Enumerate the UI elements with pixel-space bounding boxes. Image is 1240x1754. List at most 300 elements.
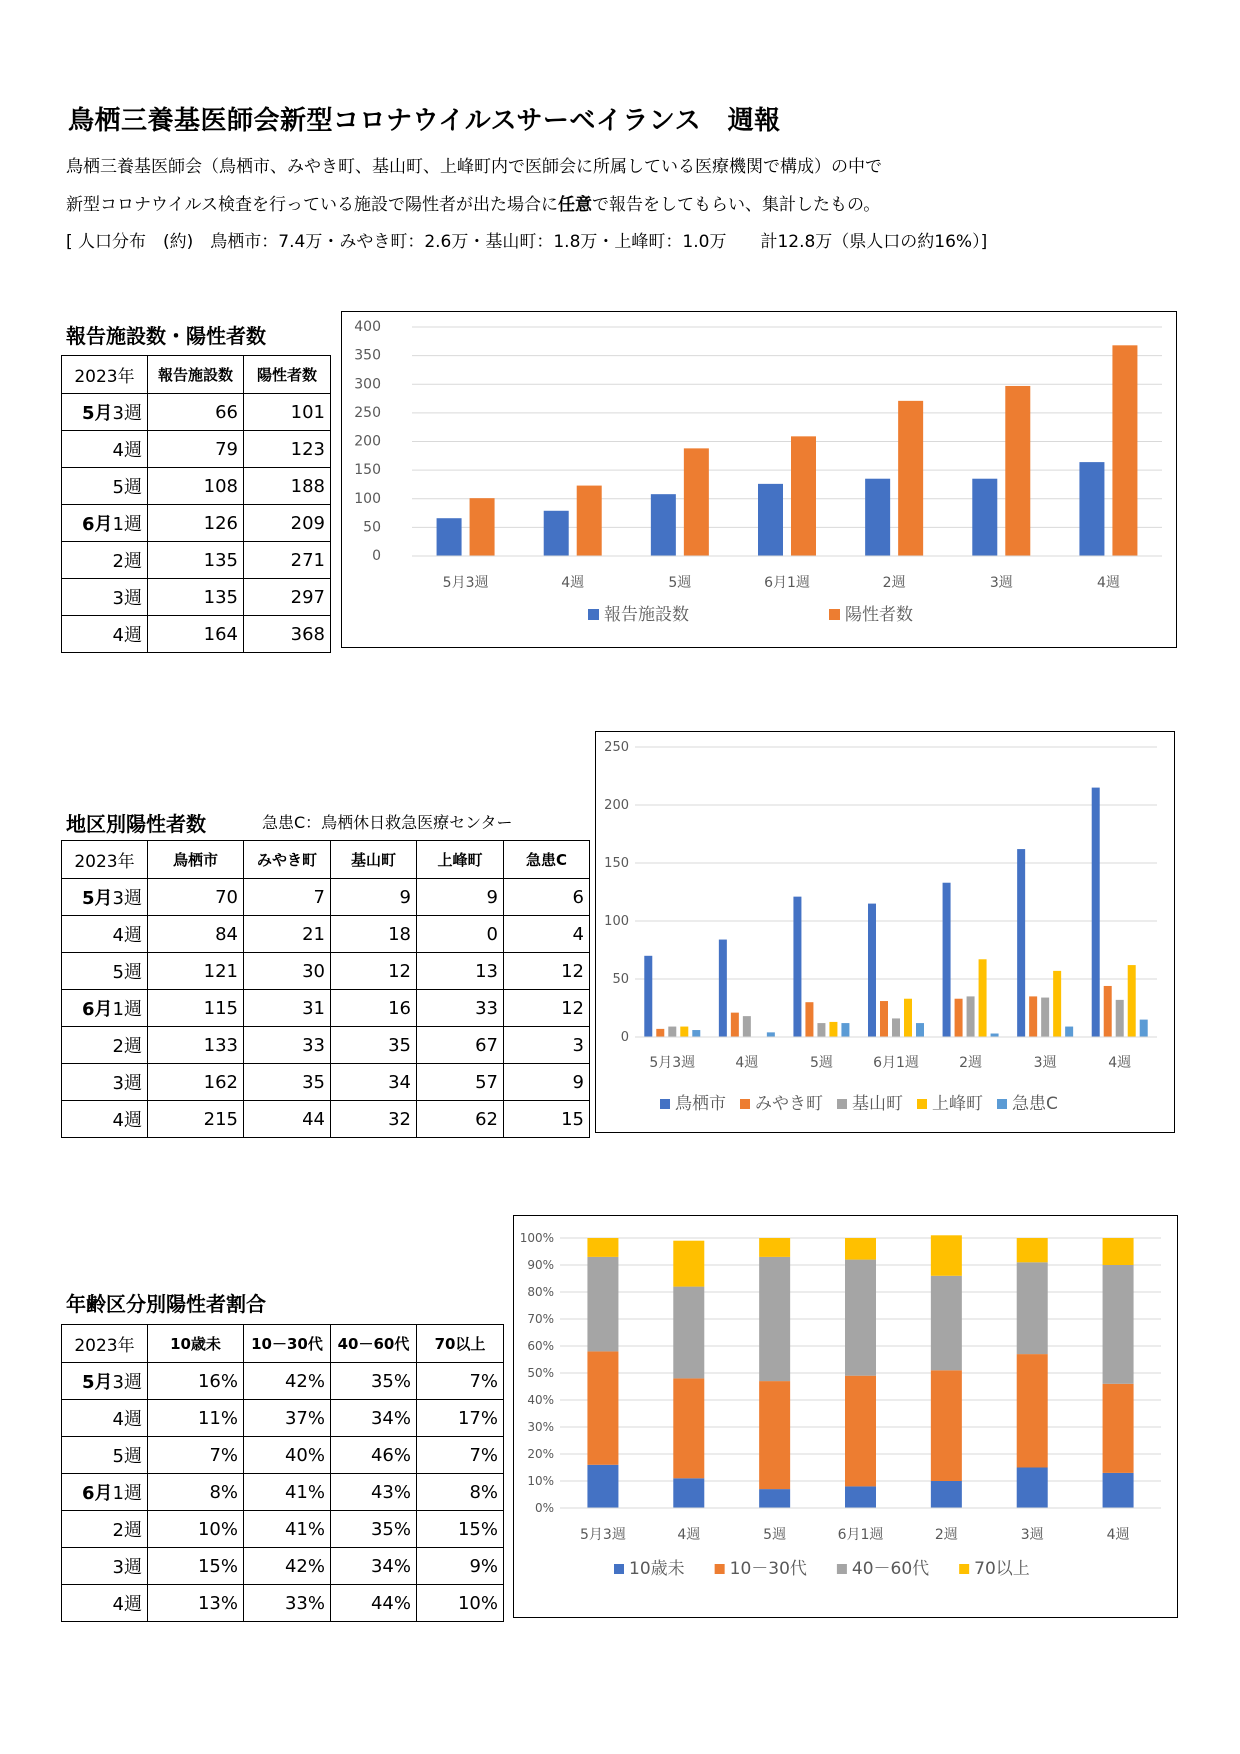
bar	[1017, 849, 1025, 1037]
bar	[719, 940, 727, 1037]
intro-line-1: 鳥栖三養基医師会（鳥栖市、みやき町、基山町、上峰町内で医師会に所属している医療機関で構成）の中で	[66, 157, 882, 177]
value-cell: 7	[244, 879, 331, 916]
bar	[1065, 1027, 1073, 1037]
district-chart	[596, 732, 1173, 1131]
bar-segment	[1103, 1384, 1134, 1473]
value-cell: 34	[331, 1064, 417, 1101]
y-tick-label: 50	[363, 519, 381, 536]
x-category-label: 2週	[959, 1055, 983, 1071]
week-cell	[62, 1101, 148, 1138]
y-tick-label: 0	[372, 548, 381, 564]
week-label: 4週	[112, 1110, 142, 1131]
y-tick-label: 80%	[527, 1285, 554, 1299]
bar	[1041, 998, 1049, 1037]
value-cell: 33	[244, 1027, 331, 1064]
week-cell	[62, 468, 148, 505]
y-tick-label: 40%	[527, 1393, 554, 1407]
bar	[577, 486, 602, 556]
column-header: 2023年	[62, 841, 148, 879]
bar-segment	[587, 1351, 618, 1464]
value-cell: 11%	[148, 1400, 244, 1437]
value-cell: 7%	[417, 1437, 504, 1474]
month-label: 6月	[82, 514, 113, 535]
value-cell: 368	[244, 616, 331, 653]
bar	[1140, 1020, 1148, 1037]
y-tick-label: 100%	[519, 1231, 554, 1245]
page-title: 鳥栖三養基医師会新型コロナウイルスサーベイランス 週報	[68, 106, 781, 136]
week-cell	[62, 1363, 148, 1400]
value-cell: 108	[148, 468, 244, 505]
week-cell	[62, 916, 148, 953]
legend-label: みやき町	[755, 1094, 823, 1114]
column-header: 陽性者数	[244, 356, 331, 394]
bar-segment	[673, 1241, 704, 1287]
bar	[644, 956, 652, 1037]
bar	[979, 959, 987, 1037]
bar-segment	[1103, 1265, 1134, 1384]
bar	[793, 897, 801, 1037]
table-row	[62, 1027, 590, 1064]
value-cell: 17%	[417, 1400, 504, 1437]
bar	[868, 904, 876, 1037]
bar	[758, 484, 783, 556]
value-cell: 209	[244, 505, 331, 542]
x-category-label: 4週	[561, 575, 585, 591]
value-cell: 67	[417, 1027, 504, 1064]
value-cell: 271	[244, 542, 331, 579]
legend-swatch	[837, 1564, 847, 1574]
y-tick-label: 30%	[527, 1420, 554, 1434]
value-cell: 44	[244, 1101, 331, 1138]
legend-swatch	[837, 1099, 847, 1109]
section-title-facilities: 報告施設数・陽性者数	[66, 324, 266, 348]
week-label: 3週	[112, 1372, 142, 1393]
y-tick-label: 50%	[527, 1366, 554, 1380]
value-cell: 10%	[417, 1585, 504, 1622]
week-cell	[62, 1027, 148, 1064]
column-header: 報告施設数	[148, 356, 244, 394]
value-cell: 4	[504, 916, 590, 953]
legend-swatch	[740, 1099, 750, 1109]
week-label: 4週	[112, 1594, 142, 1615]
x-category-label: 5月3週	[649, 1055, 696, 1071]
x-category-label: 6月1週	[837, 1527, 884, 1543]
week-cell	[62, 394, 148, 431]
bar	[898, 401, 923, 556]
value-cell: 133	[148, 1027, 244, 1064]
value-cell: 15%	[417, 1511, 504, 1548]
value-cell: 34%	[331, 1400, 417, 1437]
y-tick-label: 250	[604, 740, 629, 755]
facilities-table	[61, 355, 331, 653]
intro-line-2-post: で報告をしてもらい、集計したもの。	[591, 195, 881, 215]
table-header-row	[62, 356, 331, 394]
month-label: 5月	[82, 403, 113, 424]
table-row	[62, 505, 331, 542]
table-row	[62, 431, 331, 468]
y-tick-label: 50	[612, 972, 629, 987]
age-table	[61, 1324, 504, 1622]
legend-swatch	[614, 1564, 624, 1574]
bar	[916, 1023, 924, 1037]
district-chart-frame	[595, 731, 1175, 1133]
table-row	[62, 616, 331, 653]
legend-label: 40－60代	[851, 1559, 930, 1579]
week-label: 2週	[112, 1520, 142, 1541]
column-header: 10－30代	[244, 1325, 331, 1363]
value-cell: 34%	[331, 1548, 417, 1585]
bar	[544, 511, 569, 556]
week-cell	[62, 1437, 148, 1474]
y-tick-label: 300	[354, 376, 381, 393]
bar-segment	[845, 1260, 876, 1376]
column-header: 2023年	[62, 356, 148, 394]
week-label: 1週	[112, 1483, 142, 1504]
month-label: 6月	[82, 999, 113, 1020]
y-tick-label: 350	[354, 347, 381, 364]
y-tick-label: 200	[604, 798, 629, 813]
week-label: 1週	[112, 514, 142, 535]
legend-swatch	[660, 1099, 670, 1109]
column-header: 70以上	[417, 1325, 504, 1363]
value-cell: 18	[331, 916, 417, 953]
y-tick-label: 70%	[527, 1312, 554, 1326]
x-category-label: 3週	[1020, 1527, 1044, 1543]
bar	[743, 1016, 751, 1037]
value-cell: 84	[148, 916, 244, 953]
intro-line-2	[66, 190, 880, 215]
x-category-label: 4週	[677, 1527, 701, 1543]
month-label: 5月	[82, 1372, 113, 1393]
week-cell	[62, 1548, 148, 1585]
table-row	[62, 394, 331, 431]
value-cell: 115	[148, 990, 244, 1027]
bar-segment	[1017, 1262, 1048, 1354]
value-cell: 46%	[331, 1437, 417, 1474]
value-cell: 15	[504, 1101, 590, 1138]
bar-segment	[931, 1370, 962, 1481]
value-cell: 123	[244, 431, 331, 468]
population-note: [ 人口分布 (約) 鳥栖市：7.4万・みやき町：2.6万・基山町：1.8万・上峰町：1.0万 計12.8万（県人口の約16%）]	[66, 232, 988, 252]
bar-segment	[1017, 1468, 1048, 1509]
bar-segment	[587, 1238, 618, 1257]
y-tick-label: 150	[604, 856, 629, 871]
value-cell: 35	[244, 1064, 331, 1101]
value-cell: 6	[504, 879, 590, 916]
value-cell: 35%	[331, 1511, 417, 1548]
bar	[1079, 462, 1104, 556]
table-row	[62, 1474, 504, 1511]
intro-line-2-pre: 新型コロナウイルス検査を行っている施設で陽性者が出た場合に	[66, 195, 558, 215]
bar	[880, 1001, 888, 1037]
value-cell: 13	[417, 953, 504, 990]
legend-label: 上峰町	[932, 1094, 983, 1114]
y-tick-label: 20%	[527, 1447, 554, 1461]
table-header-row	[62, 841, 590, 879]
week-cell	[62, 953, 148, 990]
bar-segment	[587, 1257, 618, 1352]
value-cell: 57	[417, 1064, 504, 1101]
month-label: 5月	[82, 888, 113, 909]
value-cell: 35	[331, 1027, 417, 1064]
bar-segment	[587, 1465, 618, 1508]
value-cell: 41%	[244, 1511, 331, 1548]
district-table	[61, 840, 590, 1138]
value-cell: 8%	[148, 1474, 244, 1511]
x-category-label: 5週	[809, 1055, 833, 1071]
value-cell: 35%	[331, 1363, 417, 1400]
legend-label: 陽性者数	[845, 605, 913, 625]
value-cell: 126	[148, 505, 244, 542]
column-header: 40－60代	[331, 1325, 417, 1363]
bar	[1112, 345, 1137, 556]
x-category-label: 5週	[763, 1527, 787, 1543]
legend-label: 報告施設数	[604, 605, 689, 625]
week-label: 5週	[112, 1446, 142, 1467]
bar	[1029, 996, 1037, 1037]
value-cell: 42%	[244, 1363, 331, 1400]
value-cell: 164	[148, 616, 244, 653]
table-row	[62, 1363, 504, 1400]
bar	[1053, 971, 1061, 1037]
value-cell: 162	[148, 1064, 244, 1101]
bar	[1092, 788, 1100, 1037]
week-cell	[62, 1474, 148, 1511]
bar-segment	[759, 1381, 790, 1489]
bar	[1116, 1000, 1124, 1037]
x-category-label: 3週	[989, 575, 1013, 591]
y-tick-label: 10%	[527, 1474, 554, 1488]
week-label: 3週	[112, 1073, 142, 1094]
week-label: 2週	[112, 551, 142, 572]
bar-segment	[1017, 1354, 1048, 1467]
legend-swatch	[715, 1564, 725, 1574]
bar-segment	[673, 1287, 704, 1379]
value-cell: 62	[417, 1101, 504, 1138]
bar	[955, 999, 963, 1037]
value-cell: 9	[504, 1064, 590, 1101]
value-cell: 44%	[331, 1585, 417, 1622]
week-cell	[62, 879, 148, 916]
value-cell: 13%	[148, 1585, 244, 1622]
week-label: 3週	[112, 1557, 142, 1578]
table-row	[62, 916, 590, 953]
bar-segment	[759, 1238, 790, 1257]
bar	[967, 996, 975, 1037]
column-header: 急患C	[504, 841, 590, 879]
week-label: 3週	[112, 888, 142, 909]
table-row	[62, 542, 331, 579]
value-cell: 37%	[244, 1400, 331, 1437]
value-cell: 7%	[417, 1363, 504, 1400]
facilities-chart	[342, 312, 1175, 646]
bar	[656, 1029, 664, 1037]
value-cell: 41%	[244, 1474, 331, 1511]
bar	[1104, 986, 1112, 1037]
y-tick-label: 400	[354, 319, 381, 335]
week-label: 4週	[112, 440, 142, 461]
bar	[470, 498, 495, 556]
table-row	[62, 1437, 504, 1474]
district-note: 急患C：鳥栖休日救急医療センター	[262, 813, 513, 832]
bar	[684, 448, 709, 556]
bar	[692, 1030, 700, 1037]
value-cell: 31	[244, 990, 331, 1027]
bar-segment	[845, 1238, 876, 1260]
bar	[1005, 386, 1030, 556]
x-category-label: 4週	[735, 1055, 759, 1071]
week-cell	[62, 1511, 148, 1548]
week-cell	[62, 579, 148, 616]
legend-label: 10歳未	[629, 1559, 685, 1579]
bar	[865, 479, 890, 556]
age-chart	[514, 1216, 1176, 1616]
bar-segment	[1103, 1473, 1134, 1508]
bar-segment	[1017, 1238, 1048, 1262]
y-tick-label: 0	[620, 1030, 629, 1045]
value-cell: 188	[244, 468, 331, 505]
value-cell: 9%	[417, 1548, 504, 1585]
week-cell	[62, 431, 148, 468]
bar-segment	[673, 1478, 704, 1508]
value-cell: 12	[504, 990, 590, 1027]
x-category-label: 3週	[1033, 1055, 1057, 1071]
week-label: 5週	[112, 962, 142, 983]
week-label: 4週	[112, 1409, 142, 1430]
bar	[817, 1023, 825, 1037]
bar	[437, 518, 462, 556]
legend-label: 10－30代	[729, 1559, 807, 1579]
x-category-label: 2週	[934, 1527, 958, 1543]
table-row	[62, 1548, 504, 1585]
week-cell	[62, 1400, 148, 1437]
week-label: 4週	[112, 625, 142, 646]
x-category-label: 6月1週	[764, 575, 810, 591]
value-cell: 10%	[148, 1511, 244, 1548]
legend-swatch	[997, 1099, 1007, 1109]
value-cell: 33%	[244, 1585, 331, 1622]
x-category-label: 5月3週	[580, 1527, 626, 1543]
bar-segment	[931, 1481, 962, 1508]
week-label: 5週	[112, 477, 142, 498]
x-category-label: 2週	[882, 575, 906, 591]
week-label: 3週	[112, 403, 142, 424]
section-title-district: 地区別陽性者数	[66, 812, 206, 836]
y-tick-label: 250	[354, 404, 381, 421]
table-row	[62, 990, 590, 1027]
column-header: 2023年	[62, 1325, 148, 1363]
legend-label: 基山町	[852, 1094, 903, 1114]
value-cell: 32	[331, 1101, 417, 1138]
week-cell	[62, 1585, 148, 1622]
table-header-row	[62, 1325, 504, 1363]
week-label: 2週	[112, 1036, 142, 1057]
bar	[731, 1013, 739, 1037]
legend-label: 70以上	[974, 1559, 1030, 1579]
bar-segment	[673, 1378, 704, 1478]
bar	[680, 1027, 688, 1037]
x-category-label: 5月3週	[442, 575, 489, 591]
value-cell: 3	[504, 1027, 590, 1064]
bar	[767, 1032, 775, 1037]
value-cell: 16	[331, 990, 417, 1027]
x-category-label: 4週	[1096, 575, 1120, 591]
bar	[829, 1022, 837, 1037]
week-cell	[62, 542, 148, 579]
month-label: 6月	[82, 1483, 113, 1504]
legend-swatch	[829, 609, 840, 620]
bar-segment	[845, 1376, 876, 1487]
y-tick-label: 100	[604, 914, 629, 929]
value-cell: 135	[148, 542, 244, 579]
value-cell: 66	[148, 394, 244, 431]
column-header: みやき町	[244, 841, 331, 879]
value-cell: 12	[331, 953, 417, 990]
value-cell: 33	[417, 990, 504, 1027]
value-cell: 215	[148, 1101, 244, 1138]
bar-segment	[931, 1276, 962, 1371]
table-row	[62, 579, 331, 616]
intro-line-2-bold: 任意	[557, 195, 592, 215]
y-tick-label: 100	[354, 490, 381, 507]
week-label: 4週	[112, 925, 142, 946]
value-cell: 135	[148, 579, 244, 616]
value-cell: 15%	[148, 1548, 244, 1585]
value-cell: 21	[244, 916, 331, 953]
x-category-label: 5週	[668, 575, 692, 591]
column-header: 上峰町	[417, 841, 504, 879]
y-tick-label: 150	[354, 462, 381, 479]
legend-swatch	[917, 1099, 927, 1109]
week-cell	[62, 990, 148, 1027]
table-row	[62, 953, 590, 990]
facilities-chart-frame	[341, 311, 1177, 648]
value-cell: 43%	[331, 1474, 417, 1511]
y-tick-label: 200	[354, 433, 381, 450]
value-cell: 40%	[244, 1437, 331, 1474]
table-row	[62, 1064, 590, 1101]
column-header: 10歳未	[148, 1325, 244, 1363]
table-row	[62, 1400, 504, 1437]
table-row	[62, 468, 331, 505]
section-title-age: 年齢区分別陽性者割合	[66, 1292, 266, 1316]
table-row	[62, 1101, 590, 1138]
legend-label: 急患C	[1012, 1094, 1058, 1114]
column-header: 基山町	[331, 841, 417, 879]
x-category-label: 6月1週	[873, 1055, 919, 1071]
week-cell	[62, 505, 148, 542]
bar-segment	[1103, 1238, 1134, 1265]
week-label: 1週	[112, 999, 142, 1020]
week-label: 3週	[112, 588, 142, 609]
age-chart-frame	[513, 1215, 1178, 1618]
bar-segment	[931, 1235, 962, 1276]
legend-label: 鳥栖市	[675, 1094, 726, 1114]
bar-segment	[759, 1489, 790, 1508]
y-tick-label: 0%	[534, 1501, 554, 1515]
value-cell: 297	[244, 579, 331, 616]
value-cell: 12	[504, 953, 590, 990]
value-cell: 30	[244, 953, 331, 990]
value-cell: 121	[148, 953, 244, 990]
bar	[904, 999, 912, 1037]
bar	[791, 436, 816, 556]
bar	[805, 1002, 813, 1037]
x-category-label: 4週	[1108, 1055, 1132, 1071]
y-tick-label: 90%	[527, 1258, 554, 1272]
bar	[651, 494, 676, 556]
bar	[668, 1027, 676, 1037]
